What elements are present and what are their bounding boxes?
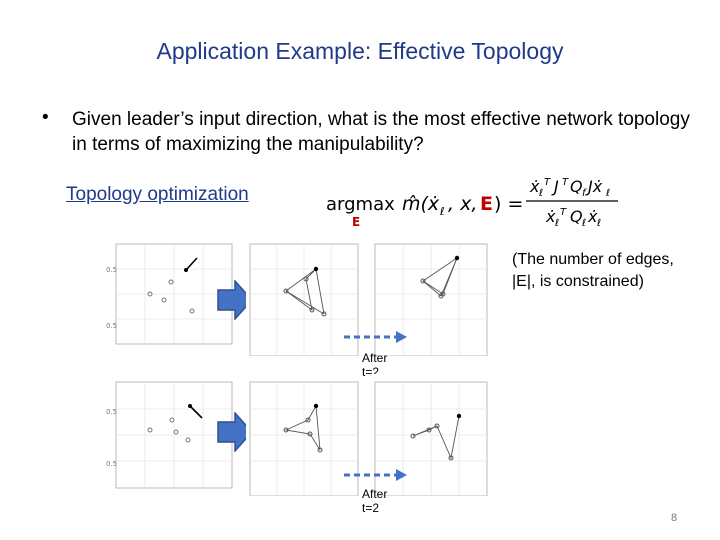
argmax-subscript: E: [352, 215, 361, 229]
svg-text:ℓ: ℓ: [539, 188, 544, 199]
svg-text:ℓ: ℓ: [597, 218, 602, 229]
after-label-1: After t=2: [362, 351, 388, 379]
svg-text:ẋ: ẋ: [546, 207, 556, 226]
manipulability-formula: [320, 168, 650, 233]
svg-text:Q: Q: [570, 177, 583, 196]
svg-text:Jẋ: Jẋ: [588, 177, 603, 196]
bullet-marker: •: [42, 107, 49, 128]
svg-text:0.5: 0.5: [106, 322, 118, 330]
svg-text:ℓ: ℓ: [555, 218, 560, 229]
svg-text:0.5: 0.5: [106, 408, 118, 416]
svg-text:ẋ: ẋ: [588, 207, 598, 226]
note-line-1: (The number of edges,: [512, 251, 674, 268]
svg-text:0.5: 0.5: [106, 460, 118, 468]
svg-text:) =: ) =: [494, 193, 524, 215]
svg-text:E: E: [480, 193, 493, 215]
page-number: 8: [671, 512, 678, 524]
svg-text:0.5: 0.5: [106, 266, 118, 274]
svg-text:m̂(ẋ: m̂(ẋ: [402, 193, 440, 215]
after-arrow-1: [342, 329, 408, 345]
svg-text:T: T: [562, 177, 569, 188]
edge-constraint-note: [512, 249, 674, 293]
svg-text:ℓ: ℓ: [440, 205, 445, 218]
topology-optimization-label: Topology optimization: [66, 184, 249, 205]
bullet-text: Given leader’s input direction, what is the most effective network topology in terms of maximizing the manipulability?: [72, 109, 690, 155]
slide-title: Application Example: Effective Topology: [156, 38, 564, 64]
after-label-2: After t=2: [362, 487, 388, 515]
svg-text:ℓ: ℓ: [606, 188, 611, 199]
svg-text:ℓ: ℓ: [582, 218, 587, 229]
after-arrow-2: [342, 467, 408, 483]
svg-text:f: f: [582, 188, 586, 199]
svg-text:T: T: [560, 207, 567, 218]
argmax-operator: argmax: [326, 194, 395, 215]
svg-text:J: J: [554, 177, 559, 196]
svg-text:T: T: [544, 177, 551, 188]
svg-text:ẋ: ẋ: [530, 177, 540, 196]
svg-text:, x,: , x,: [448, 193, 478, 215]
svg-text:Q: Q: [570, 207, 583, 226]
note-line-2: |E|, is constrained): [512, 273, 644, 290]
